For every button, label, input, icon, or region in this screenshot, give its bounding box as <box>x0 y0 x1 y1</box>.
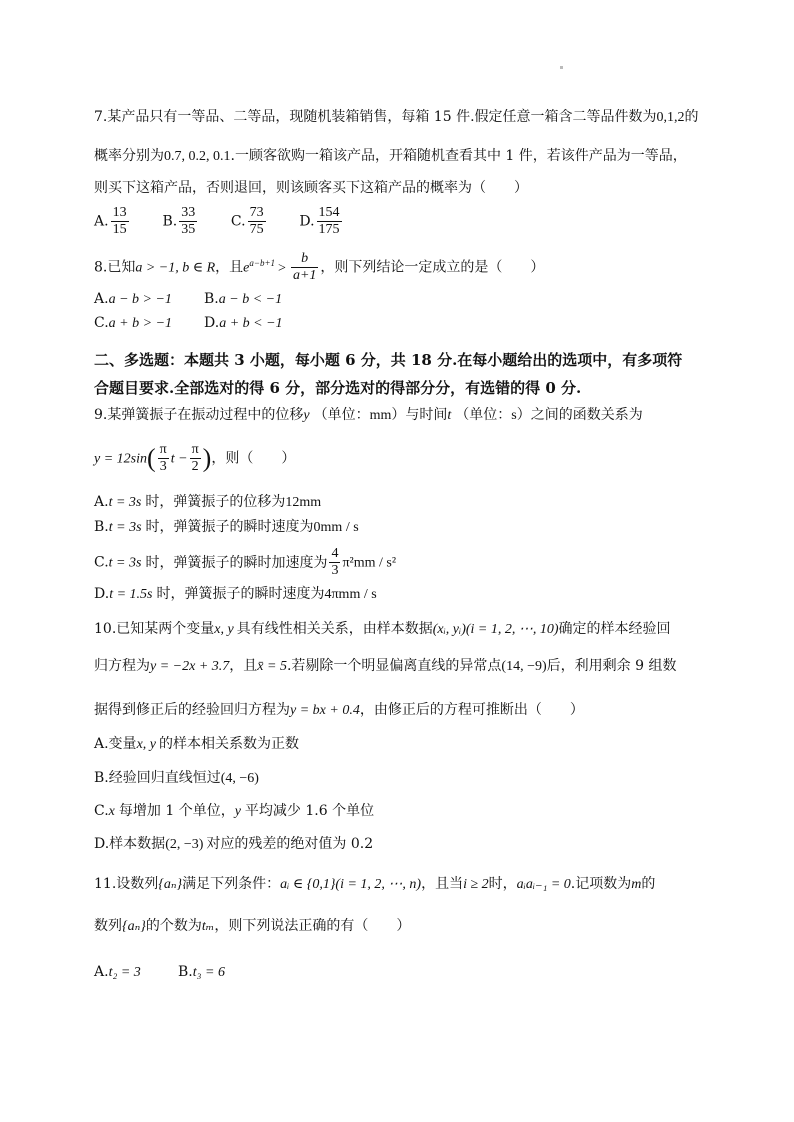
q8-options-row2 <box>94 313 283 334</box>
q11-options <box>94 962 225 983</box>
q11-line1: 11.设数列{aₙ}满足下列条件：aᵢ ∈ {0,1}(i = 1, 2, ⋯, n)，且当i ≥ 2时，aᵢaᵢ₋₁ = 0.记项数为m的 <box>94 876 656 892</box>
section2-heading-line1: 二、多选题：本题共 3 小题，每小题 6 分，共 18 分.在每小题给出的选项中，有多项符 <box>94 351 683 369</box>
q10-line3: 据得到修正后的经验回归方程为y = bx + 0.4，由修正后的方程可推断出（ ） <box>94 702 584 718</box>
q9-stem-line1: 9.某弹簧振子在振动过程中的位移y （单位：mm）与时间t （单位：s）之间的函数关系为 <box>94 407 643 423</box>
q9-option-c: C.t = 3s 时，弹簧振子的瞬时加速度为 $\frac{4}{3}$ π²mm / s² <box>94 546 397 578</box>
q7-options <box>94 205 344 245</box>
q10-option-d: D.样本数据(2, −3) 对应的残差的绝对值为 0.2 <box>94 836 374 852</box>
q10-option-a: A.变量x, y 的样本相关系数为正数 <box>94 736 299 752</box>
q10-line1: 10.已知某两个变量x, y 具有线性相关关系，由样本数据(xᵢ, yᵢ)(i = 1, 2, ⋯, 10)确定的样本经验回 <box>94 621 671 637</box>
q10-option-c: C.x 每增加 1 个单位，y 平均减少 1.6 个单位 <box>94 803 375 819</box>
q8-option-c: C.a + b > −1 <box>94 315 173 331</box>
q8-option-b: B.a − b < −1 <box>204 291 283 307</box>
q10-line2: 归方程为y = −2x + 3.7，且x̄ = 5.若剔除一个明显偏离直线的异常点(14, −9)后，利用剩余 9 组数 <box>94 658 677 674</box>
q7-option-a: A. $\frac{13}{15}$ <box>94 205 127 237</box>
section2-heading-line2: 合题目要求.全部选对的得 6 分，部分选对的得部分分，有选错的得 0 分. <box>94 379 582 397</box>
q8-options-row1 <box>94 289 282 310</box>
q11-option-b: B.t₃ = 6 <box>178 964 225 980</box>
q7-line2: 概率分别为0.7, 0.2, 0.1.一顾客欲购一箱该产品，开箱随机查看其中 1 件，若该件产品为一等品， <box>94 148 687 164</box>
q9-option-a: A.t = 3s 时，弹簧振子的位移为12mm <box>94 494 322 510</box>
q10-option-b: B.经验回归直线恒过(4, −6) <box>94 770 259 786</box>
q8-stem: 8.已知a > −1, b ∈ R，且$e^{a-b+1}$ > $\frac{b}{a+1}$ ，则下列结论一定成立的是（ ） <box>94 251 545 283</box>
q7-line1: 7.某产品只有一等品、二等品，现随机装箱销售，每箱 15 件.假定任意一箱含二等品件数为0,1,2的 <box>94 109 699 125</box>
q7-option-d: D. $\frac{154}{175}$ <box>299 205 340 237</box>
q11-option-a: A.t₂ = 3 <box>94 964 141 980</box>
q8-option-a: A.a − b > −1 <box>94 291 172 307</box>
scan-speck <box>560 66 563 69</box>
q8-option-d: D.a + b < −1 <box>204 315 283 331</box>
q9-option-d: D.t = 1.5s 时，弹簧振子的瞬时速度为4πmm / s <box>94 586 377 602</box>
q7-option-b: B. $\frac{33}{35}$ <box>162 205 196 237</box>
q7-line3: 则买下这箱产品，否则退回，则该顾客买下这箱产品的概率为（ ） <box>94 180 528 196</box>
q11-line2: 数列{aₙ}的个数为tₘ，则下列说法正确的有（ ） <box>94 918 411 934</box>
q9-formula: y = 12sin( $\frac{\pi}{3}$ t − $\frac{\pi}{2}$ )，则（ ） <box>94 442 296 474</box>
q9-option-b: B.t = 3s 时，弹簧振子的瞬时速度为0mm / s <box>94 519 359 535</box>
q7-option-c: C. $\frac{73}{75}$ <box>230 205 264 237</box>
